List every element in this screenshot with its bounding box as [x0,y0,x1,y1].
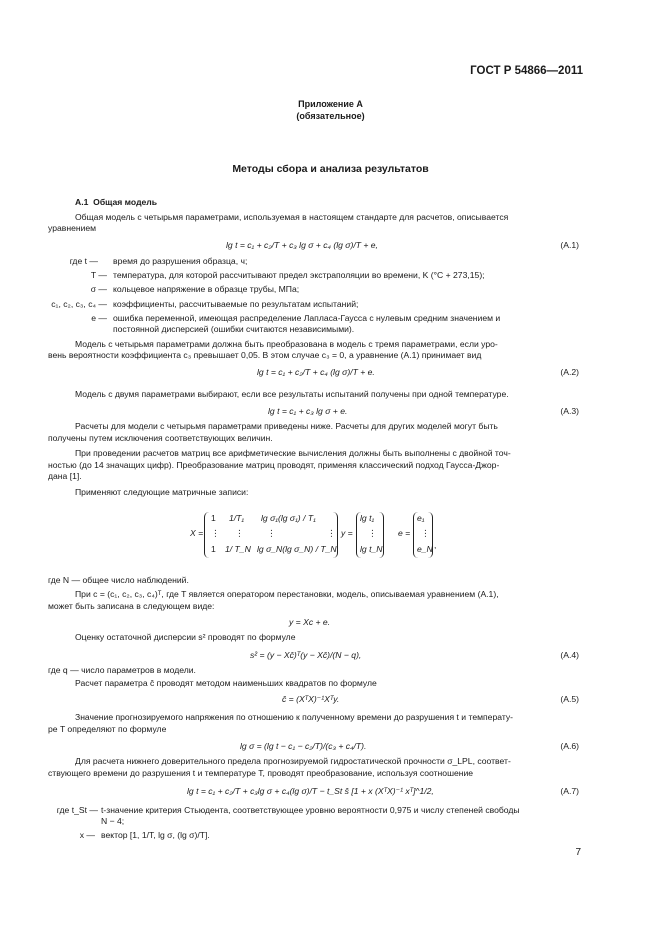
definition-term: e — [91,313,107,323]
equation-number: (А.7) [560,786,579,796]
paragraph-line: дана [1]. [48,471,82,481]
definition-text: ошибка переменной, имеющая распределение Лапласа-Гаусса с нулевым средним значением и [113,313,501,323]
paragraph-line: ствующего времени до разрушения t и температуре T, проводят преобразование, используя соотношение [48,768,474,778]
definition-text: постоянной дисперсией (ошибки считаются независимыми). [113,324,355,334]
equation-y: y = Xc + e. [289,617,331,627]
equation-a5: ĉ = (XᵀX)⁻¹Xᵀy. [282,694,340,704]
matrix-cell: e_N [417,544,433,554]
definition-text: N − 4; [101,816,125,826]
paragraph-line: Применяют следующие матричные записи: [75,487,249,497]
subsection-title: Общая модель [93,197,158,207]
equation-number: (А.6) [560,741,579,751]
definition-term: c₁, c₂, c₃, c₄ — [51,299,107,309]
paragraph-line: Расчет параметра ĉ проводят методом наименьших квадратов по формуле [75,678,377,688]
matrix-cell: e₁ [417,513,425,523]
paragraph-line: уравнением [48,223,97,233]
equation-number: (А.2) [560,367,579,377]
matrix-cell: ⋮ [235,528,244,538]
definition-term: σ — [90,284,107,294]
definition-term: T — [90,270,107,280]
paragraph-line: При c = (c₁, c₂, c₃, c₄)ᵀ, где T является оператором перестановки, модель, описываемая уравнением (А.1), [75,589,499,599]
matrix-x-label: X = [190,528,204,538]
definition-text: коэффициенты, рассчитываемые по результатам испытаний; [113,299,359,309]
matrix-cell: 1/T₁ [229,513,245,523]
matrix-cell: 1/ T_N [225,544,251,554]
equation-a1: lg t = c₁ + c₂/T + c₃ lg σ + c₄ (lg σ)/T + e, [226,240,378,250]
matrix-y [356,512,384,558]
definition-term: x — [79,830,95,840]
paragraph-line: ре T определяют по формуле [48,724,167,734]
appendix-title: Приложение А [298,99,363,109]
matrix-x [204,512,338,558]
paragraph-line: Оценку остаточной дисперсии s² проводят по формуле [75,632,296,642]
matrix-cell: 1 [211,544,216,554]
matrix-cell: 1 [211,513,216,523]
paragraph-line: может быть записана в следующем виде: [48,601,215,611]
subsection-number: А.1 [75,197,89,207]
definition-term: где t — [69,256,98,266]
equation-number: (А.4) [560,650,579,660]
matrix-end-punct: , [434,540,437,550]
equation-a2: lg t = c₁ + c₂/T + c₄ (lg σ)/T + e. [257,367,375,377]
equation-number: (А.5) [560,694,579,704]
matrix-cell: lg t₁ [360,513,375,523]
paragraph-line: Модель с двумя параметрами выбирают, если все результаты испытаний получены при одной температуре. [75,389,509,399]
paragraph-line: Модель с четырьмя параметрами должна быть преобразована в модель с тремя параметрами, если уро- [75,339,498,349]
matrix-e [413,512,433,558]
matrix-cell: ⋮ [421,528,430,538]
definition-text: t-значение критерия Стьюдента, соответствующее уровню вероятности 0,975 и числу степеней свободы [101,805,520,815]
equation-a7: lg t = c₁ + c₂/T + c₃lg σ + c₄(lg σ)/T − t_St ŝ [1 + x (XᵀX)⁻¹ xᵀ]^1/2, [187,786,434,796]
paragraph-line: Расчеты для модели с четырьмя параметрами приведены ниже. Расчеты для других моделей могут быть [75,421,498,431]
equation-number: (А.3) [560,406,579,416]
section-title: Методы сбора и анализа результатов [232,163,429,175]
paragraph-line: где N — общее число наблюдений. [48,575,189,585]
definition-text: кольцевое напряжение в образце трубы, МПа; [113,284,300,294]
definition-text: вектор [1, 1/T, lg σ, (lg σ)/T]. [101,830,210,840]
definition-text: время до разрушения образца, ч; [113,256,248,266]
equation-number: (А.1) [560,240,579,250]
matrix-y-label: y = [341,528,353,538]
paragraph-line: где q — число параметров в модели. [48,665,196,675]
subsection-heading [75,197,157,208]
matrix-cell: ⋮ [327,528,336,538]
paragraph-line: Общая модель с четырьмя параметрами, используемая в настоящем стандарте для расчетов, описывается [75,212,509,222]
matrix-cell: ⋮ [368,528,377,538]
paragraph-line: Для расчета нижнего доверительного предела прогнозируемой гидростатической прочности σ_LPL, соответ- [75,756,511,766]
paragraph-line: вень вероятности коэффициента c₃ превышает 0,05. В этом случае c₃ = 0, а уравнение (А.1) принимает вид [48,350,482,360]
matrix-cell: lg σ_N(lg σ_N) / T_N [257,544,337,554]
definition-text: температура, для которой рассчитывают предел экстраполяции во времени, K (°C + 273,15); [113,270,485,280]
equation-a6: lg σ = (lg t − c₁ − c₂/T)/(c₃ + c₄/T). [240,741,367,751]
paragraph-line: Значение прогнозируемого напряжения по отношению к полученному времени до разрушения t и температу- [75,712,514,722]
equation-a3: lg t = c₁ + c₃ lg σ + e. [268,406,348,416]
matrix-cell: lg σ₁(lg σ₁) / T₁ [261,513,316,523]
matrix-cell: lg t_N [360,544,383,554]
matrix-cell: ⋮ [267,528,276,538]
matrix-cell: ⋮ [211,528,220,538]
definition-term: где t_St — [56,805,98,815]
equation-a4: s² = (y − Xĉ)ᵀ(y − Xĉ)/(N − q), [250,650,362,660]
paragraph-line: получены путем исключения соответствующих величин. [48,433,273,443]
standard-number: ГОСТ Р 54866—2011 [470,65,583,77]
paragraph-line: ностью (до 14 значащих цифр). Преобразование матриц проводят, применяя классический подход Гаусса-Джор- [48,460,500,470]
appendix-type: (обязательное) [296,111,365,121]
page-number: 7 [575,847,581,858]
paragraph-line: При проведении расчетов матриц все арифметические вычисления должны быть выполнены с двойной точ- [75,448,511,458]
matrix-e-label: e = [398,528,411,538]
